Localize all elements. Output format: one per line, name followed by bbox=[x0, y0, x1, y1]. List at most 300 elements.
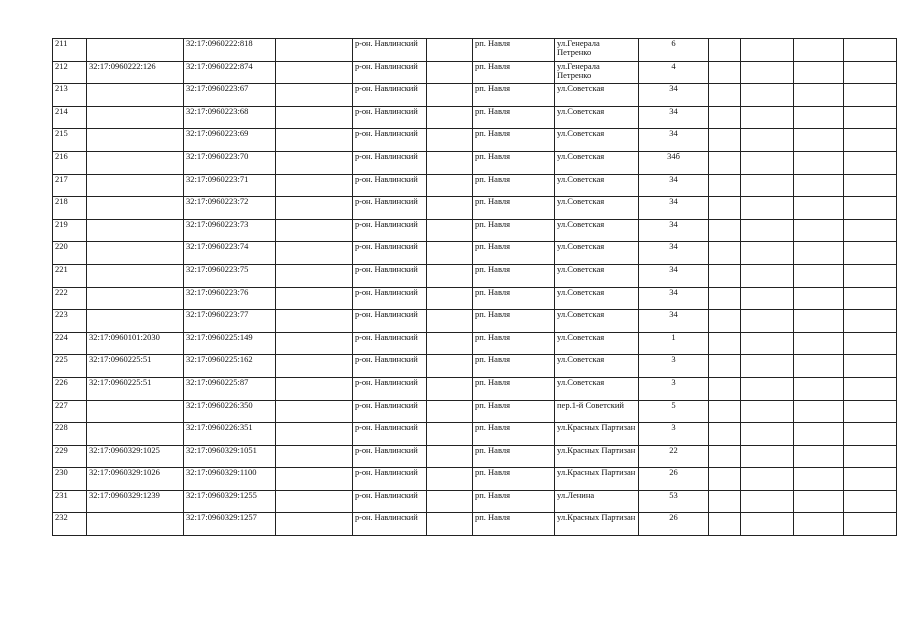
empty-cell bbox=[741, 84, 794, 107]
empty-cell bbox=[794, 287, 844, 310]
row-number: 219 bbox=[53, 219, 87, 242]
empty-cell bbox=[794, 174, 844, 197]
street: ул.Советская bbox=[555, 264, 639, 287]
empty-cell bbox=[794, 445, 844, 468]
empty-cell bbox=[709, 84, 741, 107]
empty-cell bbox=[741, 39, 794, 62]
empty-cell bbox=[741, 174, 794, 197]
empty-cell bbox=[741, 332, 794, 355]
empty-cell bbox=[709, 61, 741, 84]
empty-cell bbox=[427, 242, 473, 265]
row-number: 213 bbox=[53, 84, 87, 107]
table-row bbox=[53, 84, 897, 107]
empty-cell bbox=[427, 39, 473, 62]
house-number: 34 bbox=[639, 84, 709, 107]
empty-cell bbox=[427, 197, 473, 220]
street: ул.Советская bbox=[555, 332, 639, 355]
cadastral-number: 32:17:0960329:1051 bbox=[184, 445, 276, 468]
row-number: 225 bbox=[53, 355, 87, 378]
empty-cell bbox=[741, 355, 794, 378]
settlement: рп. Навля bbox=[473, 468, 555, 491]
empty-cell bbox=[427, 129, 473, 152]
house-number: 53 bbox=[639, 490, 709, 513]
empty-cell bbox=[276, 287, 353, 310]
street: ул.Советская bbox=[555, 355, 639, 378]
settlement: рп. Навля bbox=[473, 197, 555, 220]
district: р-он. Навлинский bbox=[353, 106, 427, 129]
district: р-он. Навлинский bbox=[353, 310, 427, 333]
empty-cell bbox=[276, 468, 353, 491]
empty-cell bbox=[427, 332, 473, 355]
empty-cell bbox=[794, 400, 844, 423]
empty-cell bbox=[709, 468, 741, 491]
cadastral-number-parent: 32:17:0960225:51 bbox=[87, 377, 184, 400]
empty-cell bbox=[427, 287, 473, 310]
empty-cell bbox=[276, 219, 353, 242]
empty-cell bbox=[276, 151, 353, 174]
house-number: 3 bbox=[639, 377, 709, 400]
cadastral-number-parent bbox=[87, 151, 184, 174]
district: р-он. Навлинский bbox=[353, 377, 427, 400]
settlement: рп. Навля bbox=[473, 264, 555, 287]
settlement: рп. Навля bbox=[473, 310, 555, 333]
house-number: 26 bbox=[639, 513, 709, 536]
street: ул.Советская bbox=[555, 129, 639, 152]
district: р-он. Навлинский bbox=[353, 490, 427, 513]
empty-cell bbox=[709, 106, 741, 129]
empty-cell bbox=[709, 39, 741, 62]
house-number: 34 bbox=[639, 129, 709, 152]
empty-cell bbox=[844, 174, 897, 197]
table-row bbox=[53, 129, 897, 152]
row-number: 227 bbox=[53, 400, 87, 423]
street: ул.Советская bbox=[555, 84, 639, 107]
settlement: рп. Навля bbox=[473, 355, 555, 378]
district: р-он. Навлинский bbox=[353, 129, 427, 152]
empty-cell bbox=[741, 310, 794, 333]
cadastral-number-parent bbox=[87, 310, 184, 333]
empty-cell bbox=[741, 129, 794, 152]
empty-cell bbox=[794, 423, 844, 446]
empty-cell bbox=[276, 197, 353, 220]
empty-cell bbox=[794, 219, 844, 242]
empty-cell bbox=[427, 61, 473, 84]
district: р-он. Навлинский bbox=[353, 468, 427, 491]
empty-cell bbox=[844, 445, 897, 468]
district: р-он. Навлинский bbox=[353, 151, 427, 174]
empty-cell bbox=[709, 490, 741, 513]
empty-cell bbox=[844, 355, 897, 378]
table-row bbox=[53, 39, 897, 62]
empty-cell bbox=[844, 129, 897, 152]
cadastral-number: 32:17:0960225:87 bbox=[184, 377, 276, 400]
empty-cell bbox=[741, 242, 794, 265]
district: р-он. Навлинский bbox=[353, 84, 427, 107]
empty-cell bbox=[709, 513, 741, 536]
empty-cell bbox=[844, 513, 897, 536]
settlement: рп. Навля bbox=[473, 106, 555, 129]
street: ул.Советская bbox=[555, 377, 639, 400]
empty-cell bbox=[741, 219, 794, 242]
cadastral-number-parent bbox=[87, 264, 184, 287]
empty-cell bbox=[709, 264, 741, 287]
empty-cell bbox=[794, 332, 844, 355]
empty-cell bbox=[276, 423, 353, 446]
empty-cell bbox=[794, 513, 844, 536]
empty-cell bbox=[844, 242, 897, 265]
house-number: 4 bbox=[639, 61, 709, 84]
street: ул.Генерала Петренко bbox=[555, 39, 639, 62]
table-row bbox=[53, 242, 897, 265]
empty-cell bbox=[427, 219, 473, 242]
district: р-он. Навлинский bbox=[353, 423, 427, 446]
empty-cell bbox=[709, 219, 741, 242]
empty-cell bbox=[427, 174, 473, 197]
cadastral-number: 32:17:0960223:74 bbox=[184, 242, 276, 265]
house-number: 3 bbox=[639, 423, 709, 446]
settlement: рп. Навля bbox=[473, 513, 555, 536]
street: ул.Генерала Петренко bbox=[555, 61, 639, 84]
house-number: 34 bbox=[639, 310, 709, 333]
settlement: рп. Навля bbox=[473, 61, 555, 84]
empty-cell bbox=[844, 197, 897, 220]
empty-cell bbox=[276, 242, 353, 265]
table-row bbox=[53, 197, 897, 220]
empty-cell bbox=[741, 377, 794, 400]
empty-cell bbox=[794, 197, 844, 220]
house-number: 26 bbox=[639, 468, 709, 491]
cadastral-number: 32:17:0960226:351 bbox=[184, 423, 276, 446]
cadastral-number-parent: 32:17:0960222:126 bbox=[87, 61, 184, 84]
empty-cell bbox=[794, 468, 844, 491]
empty-cell bbox=[709, 400, 741, 423]
cadastral-number-parent bbox=[87, 39, 184, 62]
cadastral-number-parent bbox=[87, 197, 184, 220]
table-row bbox=[53, 513, 897, 536]
row-number: 212 bbox=[53, 61, 87, 84]
row-number: 226 bbox=[53, 377, 87, 400]
row-number: 221 bbox=[53, 264, 87, 287]
street: ул.Красных Партизан bbox=[555, 468, 639, 491]
empty-cell bbox=[844, 287, 897, 310]
row-number: 215 bbox=[53, 129, 87, 152]
empty-cell bbox=[276, 377, 353, 400]
table-row bbox=[53, 332, 897, 355]
empty-cell bbox=[427, 84, 473, 107]
cadastral-number-parent bbox=[87, 106, 184, 129]
empty-cell bbox=[427, 310, 473, 333]
settlement: рп. Навля bbox=[473, 151, 555, 174]
empty-cell bbox=[276, 310, 353, 333]
empty-cell bbox=[844, 219, 897, 242]
empty-cell bbox=[741, 151, 794, 174]
empty-cell bbox=[844, 377, 897, 400]
row-number: 223 bbox=[53, 310, 87, 333]
empty-cell bbox=[794, 151, 844, 174]
cadastral-number: 32:17:0960223:76 bbox=[184, 287, 276, 310]
row-number: 231 bbox=[53, 490, 87, 513]
house-number: 34 bbox=[639, 174, 709, 197]
row-number: 217 bbox=[53, 174, 87, 197]
table-row bbox=[53, 423, 897, 446]
cadastral-number-parent: 32:17:0960329:1026 bbox=[87, 468, 184, 491]
empty-cell bbox=[709, 287, 741, 310]
table-row bbox=[53, 106, 897, 129]
settlement: рп. Навля bbox=[473, 423, 555, 446]
empty-cell bbox=[844, 39, 897, 62]
cadastral-number: 32:17:0960223:67 bbox=[184, 84, 276, 107]
street: ул.Красных Партизан bbox=[555, 445, 639, 468]
cadastral-number-parent bbox=[87, 242, 184, 265]
empty-cell bbox=[709, 197, 741, 220]
cadastral-number: 32:17:0960226:350 bbox=[184, 400, 276, 423]
cadastral-number-parent: 32:17:0960329:1239 bbox=[87, 490, 184, 513]
cadastral-number-parent bbox=[87, 513, 184, 536]
empty-cell bbox=[427, 106, 473, 129]
district: р-он. Навлинский bbox=[353, 197, 427, 220]
table-row bbox=[53, 490, 897, 513]
empty-cell bbox=[276, 490, 353, 513]
empty-cell bbox=[741, 106, 794, 129]
row-number: 228 bbox=[53, 423, 87, 446]
empty-cell bbox=[844, 310, 897, 333]
settlement: рп. Навля bbox=[473, 445, 555, 468]
house-number: 5 bbox=[639, 400, 709, 423]
cadastral-number-parent: 32:17:0960329:1025 bbox=[87, 445, 184, 468]
empty-cell bbox=[709, 174, 741, 197]
cadastral-number: 32:17:0960225:162 bbox=[184, 355, 276, 378]
empty-cell bbox=[427, 355, 473, 378]
district: р-он. Навлинский bbox=[353, 332, 427, 355]
empty-cell bbox=[741, 445, 794, 468]
empty-cell bbox=[844, 332, 897, 355]
empty-cell bbox=[427, 151, 473, 174]
empty-cell bbox=[844, 400, 897, 423]
house-number: 34б bbox=[639, 151, 709, 174]
house-number: 22 bbox=[639, 445, 709, 468]
empty-cell bbox=[427, 445, 473, 468]
empty-cell bbox=[741, 264, 794, 287]
empty-cell bbox=[794, 61, 844, 84]
empty-cell bbox=[794, 264, 844, 287]
district: р-он. Навлинский bbox=[353, 513, 427, 536]
empty-cell bbox=[427, 377, 473, 400]
district: р-он. Навлинский bbox=[353, 355, 427, 378]
empty-cell bbox=[844, 61, 897, 84]
row-number: 220 bbox=[53, 242, 87, 265]
cadastral-number: 32:17:0960223:68 bbox=[184, 106, 276, 129]
street: ул.Красных Партизан bbox=[555, 423, 639, 446]
cadastral-number-parent bbox=[87, 219, 184, 242]
table-row bbox=[53, 310, 897, 333]
settlement: рп. Навля bbox=[473, 287, 555, 310]
table-body bbox=[53, 39, 897, 536]
empty-cell bbox=[794, 490, 844, 513]
cadastral-number-parent bbox=[87, 400, 184, 423]
street: ул.Советская bbox=[555, 151, 639, 174]
empty-cell bbox=[276, 513, 353, 536]
empty-cell bbox=[741, 287, 794, 310]
empty-cell bbox=[741, 400, 794, 423]
empty-cell bbox=[794, 355, 844, 378]
settlement: рп. Навля bbox=[473, 400, 555, 423]
empty-cell bbox=[276, 61, 353, 84]
empty-cell bbox=[276, 400, 353, 423]
district: р-он. Навлинский bbox=[353, 287, 427, 310]
empty-cell bbox=[709, 332, 741, 355]
district: р-он. Навлинский bbox=[353, 264, 427, 287]
empty-cell bbox=[844, 468, 897, 491]
empty-cell bbox=[709, 423, 741, 446]
empty-cell bbox=[844, 490, 897, 513]
street: ул.Советская bbox=[555, 219, 639, 242]
empty-cell bbox=[276, 445, 353, 468]
house-number: 34 bbox=[639, 242, 709, 265]
empty-cell bbox=[794, 106, 844, 129]
empty-cell bbox=[794, 310, 844, 333]
cadastral-number-parent: 32:17:0960101:2030 bbox=[87, 332, 184, 355]
empty-cell bbox=[427, 264, 473, 287]
cadastral-number-parent bbox=[87, 84, 184, 107]
empty-cell bbox=[709, 310, 741, 333]
settlement: рп. Навля bbox=[473, 129, 555, 152]
empty-cell bbox=[276, 129, 353, 152]
address-registry-table bbox=[52, 38, 897, 536]
table-row bbox=[53, 287, 897, 310]
house-number: 34 bbox=[639, 197, 709, 220]
cadastral-number: 32:17:0960222:818 bbox=[184, 39, 276, 62]
cadastral-number-parent bbox=[87, 129, 184, 152]
empty-cell bbox=[709, 129, 741, 152]
settlement: рп. Навля bbox=[473, 219, 555, 242]
empty-cell bbox=[276, 84, 353, 107]
empty-cell bbox=[709, 242, 741, 265]
cadastral-number: 32:17:0960223:69 bbox=[184, 129, 276, 152]
table-row bbox=[53, 468, 897, 491]
settlement: рп. Навля bbox=[473, 377, 555, 400]
empty-cell bbox=[427, 468, 473, 491]
cadastral-number: 32:17:0960223:71 bbox=[184, 174, 276, 197]
empty-cell bbox=[794, 129, 844, 152]
cadastral-number: 32:17:0960223:72 bbox=[184, 197, 276, 220]
district: р-он. Навлинский bbox=[353, 174, 427, 197]
table-row bbox=[53, 445, 897, 468]
cadastral-number-parent: 32:17:0960225:51 bbox=[87, 355, 184, 378]
table-row bbox=[53, 219, 897, 242]
empty-cell bbox=[427, 423, 473, 446]
empty-cell bbox=[741, 423, 794, 446]
street: ул.Советская bbox=[555, 310, 639, 333]
cadastral-number: 32:17:0960223:70 bbox=[184, 151, 276, 174]
house-number: 3 bbox=[639, 355, 709, 378]
settlement: рп. Навля bbox=[473, 84, 555, 107]
empty-cell bbox=[427, 513, 473, 536]
table-row bbox=[53, 174, 897, 197]
street: ул.Советская bbox=[555, 174, 639, 197]
cadastral-number: 32:17:0960223:77 bbox=[184, 310, 276, 333]
settlement: рп. Навля bbox=[473, 39, 555, 62]
table-row bbox=[53, 377, 897, 400]
empty-cell bbox=[794, 377, 844, 400]
empty-cell bbox=[844, 84, 897, 107]
house-number: 34 bbox=[639, 219, 709, 242]
row-number: 211 bbox=[53, 39, 87, 62]
house-number: 6 bbox=[639, 39, 709, 62]
district: р-он. Навлинский bbox=[353, 445, 427, 468]
empty-cell bbox=[709, 151, 741, 174]
street: ул.Красных Партизан bbox=[555, 513, 639, 536]
house-number: 34 bbox=[639, 106, 709, 129]
district: р-он. Навлинский bbox=[353, 39, 427, 62]
cadastral-number: 32:17:0960223:75 bbox=[184, 264, 276, 287]
empty-cell bbox=[844, 151, 897, 174]
empty-cell bbox=[276, 332, 353, 355]
table-row bbox=[53, 355, 897, 378]
settlement: рп. Навля bbox=[473, 174, 555, 197]
empty-cell bbox=[709, 355, 741, 378]
house-number: 34 bbox=[639, 264, 709, 287]
street: ул.Советская bbox=[555, 287, 639, 310]
street: ул.Ленина bbox=[555, 490, 639, 513]
empty-cell bbox=[276, 264, 353, 287]
district: р-он. Навлинский bbox=[353, 219, 427, 242]
row-number: 222 bbox=[53, 287, 87, 310]
row-number: 229 bbox=[53, 445, 87, 468]
empty-cell bbox=[709, 377, 741, 400]
empty-cell bbox=[741, 61, 794, 84]
house-number: 1 bbox=[639, 332, 709, 355]
cadastral-number: 32:17:0960329:1100 bbox=[184, 468, 276, 491]
cadastral-number-parent bbox=[87, 423, 184, 446]
empty-cell bbox=[741, 468, 794, 491]
cadastral-number-parent bbox=[87, 287, 184, 310]
table-row bbox=[53, 400, 897, 423]
empty-cell bbox=[844, 106, 897, 129]
empty-cell bbox=[709, 445, 741, 468]
street: ул.Советская bbox=[555, 197, 639, 220]
table-row bbox=[53, 61, 897, 84]
cadastral-number: 32:17:0960223:73 bbox=[184, 219, 276, 242]
empty-cell bbox=[741, 490, 794, 513]
cadastral-number-parent bbox=[87, 174, 184, 197]
empty-cell bbox=[794, 39, 844, 62]
empty-cell bbox=[276, 355, 353, 378]
empty-cell bbox=[427, 400, 473, 423]
settlement: рп. Навля bbox=[473, 490, 555, 513]
row-number: 214 bbox=[53, 106, 87, 129]
empty-cell bbox=[794, 84, 844, 107]
street: ул.Советская bbox=[555, 242, 639, 265]
cadastral-number: 32:17:0960225:149 bbox=[184, 332, 276, 355]
empty-cell bbox=[741, 513, 794, 536]
row-number: 232 bbox=[53, 513, 87, 536]
empty-cell bbox=[794, 242, 844, 265]
empty-cell bbox=[427, 490, 473, 513]
street: ул.Советская bbox=[555, 106, 639, 129]
street: пер.1-й Советский bbox=[555, 400, 639, 423]
district: р-он. Навлинский bbox=[353, 400, 427, 423]
cadastral-number: 32:17:0960329:1257 bbox=[184, 513, 276, 536]
empty-cell bbox=[276, 39, 353, 62]
table-row bbox=[53, 264, 897, 287]
settlement: рп. Навля bbox=[473, 332, 555, 355]
house-number: 34 bbox=[639, 287, 709, 310]
cadastral-number: 32:17:0960222:874 bbox=[184, 61, 276, 84]
row-number: 216 bbox=[53, 151, 87, 174]
district: р-он. Навлинский bbox=[353, 61, 427, 84]
row-number: 224 bbox=[53, 332, 87, 355]
empty-cell bbox=[844, 423, 897, 446]
